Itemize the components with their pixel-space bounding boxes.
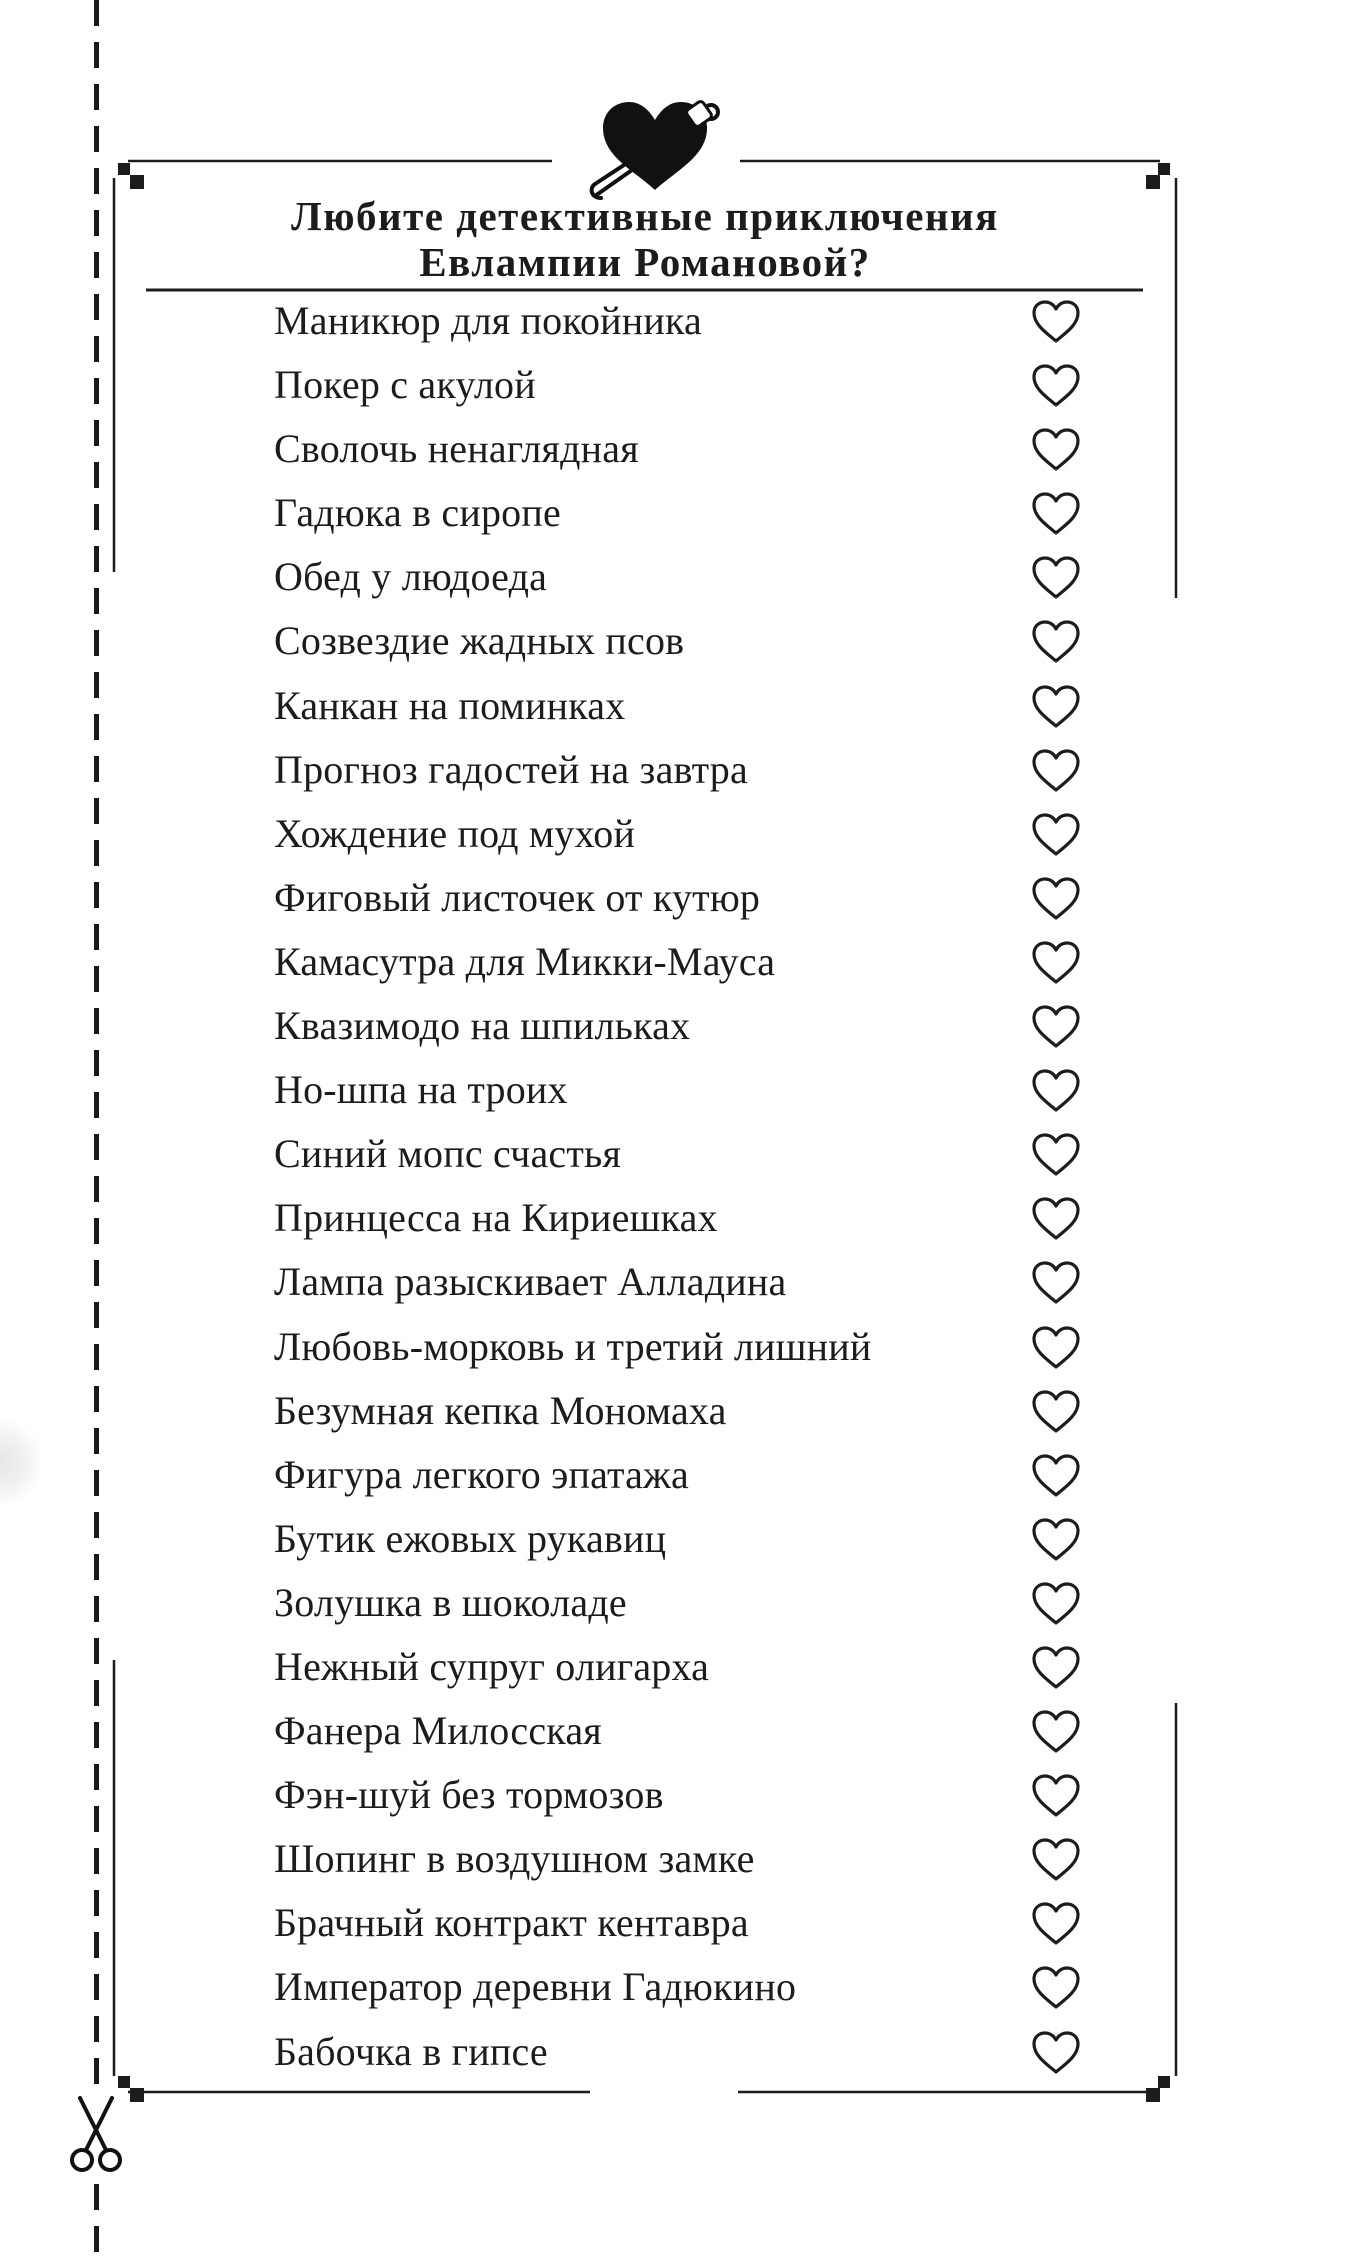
book-list-item [274, 2028, 1104, 2092]
heart-outline-icon[interactable] [1030, 363, 1082, 409]
book-title: Император деревни Гадюкино [274, 1964, 797, 2010]
book-list-item [274, 1643, 1104, 1707]
book-list-item [274, 361, 1104, 425]
scissors-icon [66, 2092, 126, 2176]
book-title: Бутик ежовых рукавиц [274, 1515, 667, 1561]
heart-outline-icon[interactable] [1030, 1389, 1082, 1435]
page-title [145, 193, 1145, 285]
book-title: Созвездие жадных псов [274, 618, 685, 664]
book-title: Шопинг в воздушном замке [274, 1836, 755, 1882]
heart-outline-icon[interactable] [1030, 1901, 1082, 1947]
book-list-item [274, 553, 1104, 617]
book-title: Гадюка в сиропе [274, 490, 561, 536]
title-line-1: Любите детективные приключения [291, 193, 999, 239]
book-title: Фигура легкого эпатажа [274, 1451, 689, 1497]
book-list-item [274, 1130, 1104, 1194]
book-title: Квазимодо на шпильках [274, 1003, 691, 1049]
book-title: Нежный супруг олигарха [274, 1643, 710, 1689]
book-list-item [274, 1835, 1104, 1899]
book-list-item [274, 617, 1104, 681]
book-list-item [274, 1515, 1104, 1579]
heart-outline-icon[interactable] [1030, 427, 1082, 473]
heart-outline-icon[interactable] [1030, 876, 1082, 922]
book-list-item [274, 1387, 1104, 1451]
heart-outline-icon[interactable] [1030, 1132, 1082, 1178]
book-list-item [274, 1451, 1104, 1515]
book-list-item [274, 1771, 1104, 1835]
book-title: Хождение под мухой [274, 810, 636, 856]
book-list-item [274, 1002, 1104, 1066]
heart-with-safety-pin-icon [585, 98, 725, 202]
heart-outline-icon[interactable] [1030, 1004, 1082, 1050]
book-title: Любовь-морковь и третий лишний [274, 1323, 872, 1369]
book-title: Фэн-шуй без тормозов [274, 1772, 664, 1818]
book-title: Лампа разыскивает Алладина [274, 1259, 787, 1305]
book-title: Но-шпа на троих [274, 1067, 568, 1113]
book-title: Бабочка в гипсе [274, 2028, 548, 2074]
heart-outline-icon[interactable] [1030, 491, 1082, 537]
book-title: Золушка в шоколаде [274, 1579, 627, 1625]
book-title: Канкан на поминках [274, 682, 626, 728]
book-title: Синий мопс счастья [274, 1131, 622, 1177]
book-list-item [274, 810, 1104, 874]
book-list-item [274, 1579, 1104, 1643]
heart-outline-icon[interactable] [1030, 1773, 1082, 1819]
book-list-item [274, 1194, 1104, 1258]
book-title: Камасутра для Микки-Мауса [274, 938, 776, 984]
heart-outline-icon[interactable] [1030, 555, 1082, 601]
heart-outline-icon[interactable] [1030, 940, 1082, 986]
book-list-item [274, 1707, 1104, 1771]
book-list-item [274, 1066, 1104, 1130]
heart-outline-icon[interactable] [1030, 1196, 1082, 1242]
heart-outline-icon[interactable] [1030, 1068, 1082, 1114]
book-list-item [274, 938, 1104, 1002]
book-title: Покер с акулой [274, 362, 536, 408]
heart-outline-icon[interactable] [1030, 1965, 1082, 2011]
heart-outline-icon[interactable] [1030, 1709, 1082, 1755]
book-list-item [274, 682, 1104, 746]
heart-outline-icon[interactable] [1030, 2030, 1082, 2076]
heart-outline-icon[interactable] [1030, 1645, 1082, 1691]
heart-outline-icon[interactable] [1030, 1581, 1082, 1627]
book-title: Сволочь ненаглядная [274, 426, 639, 472]
heart-outline-icon[interactable] [1030, 619, 1082, 665]
heart-outline-icon[interactable] [1030, 299, 1082, 345]
book-title: Безумная кепка Мономаха [274, 1387, 727, 1433]
book-title: Маникюр для покойника [274, 298, 702, 343]
heart-outline-icon[interactable] [1030, 1453, 1082, 1499]
book-list-item [274, 425, 1104, 489]
book-list-item [274, 1323, 1104, 1387]
book-list-item [274, 874, 1104, 938]
book-list-item [274, 489, 1104, 553]
book-title: Брачный контракт кентавра [274, 1900, 749, 1946]
title-line-2: Евлампии Романовой? [419, 239, 871, 285]
book-list-item [274, 297, 1104, 361]
book-title: Принцесса на Кириешках [274, 1195, 718, 1241]
heart-outline-icon[interactable] [1030, 812, 1082, 858]
heart-outline-icon[interactable] [1030, 1837, 1082, 1883]
book-title: Фиговый листочек от кутюр [274, 874, 761, 920]
heart-outline-icon[interactable] [1030, 684, 1082, 730]
book-list-item [274, 1899, 1104, 1963]
book-list-item [274, 1963, 1104, 2027]
heart-outline-icon[interactable] [1030, 1260, 1082, 1306]
book-title: Прогноз гадостей на завтра [274, 746, 748, 792]
heart-outline-icon[interactable] [1030, 1517, 1082, 1563]
book-title: Фанера Милосская [274, 1708, 602, 1754]
heart-outline-icon[interactable] [1030, 1325, 1082, 1371]
book-list [274, 297, 1104, 2092]
heart-outline-icon[interactable] [1030, 748, 1082, 794]
book-list-item [274, 1258, 1104, 1322]
book-list-item [274, 746, 1104, 810]
book-title: Обед у людоеда [274, 554, 548, 600]
